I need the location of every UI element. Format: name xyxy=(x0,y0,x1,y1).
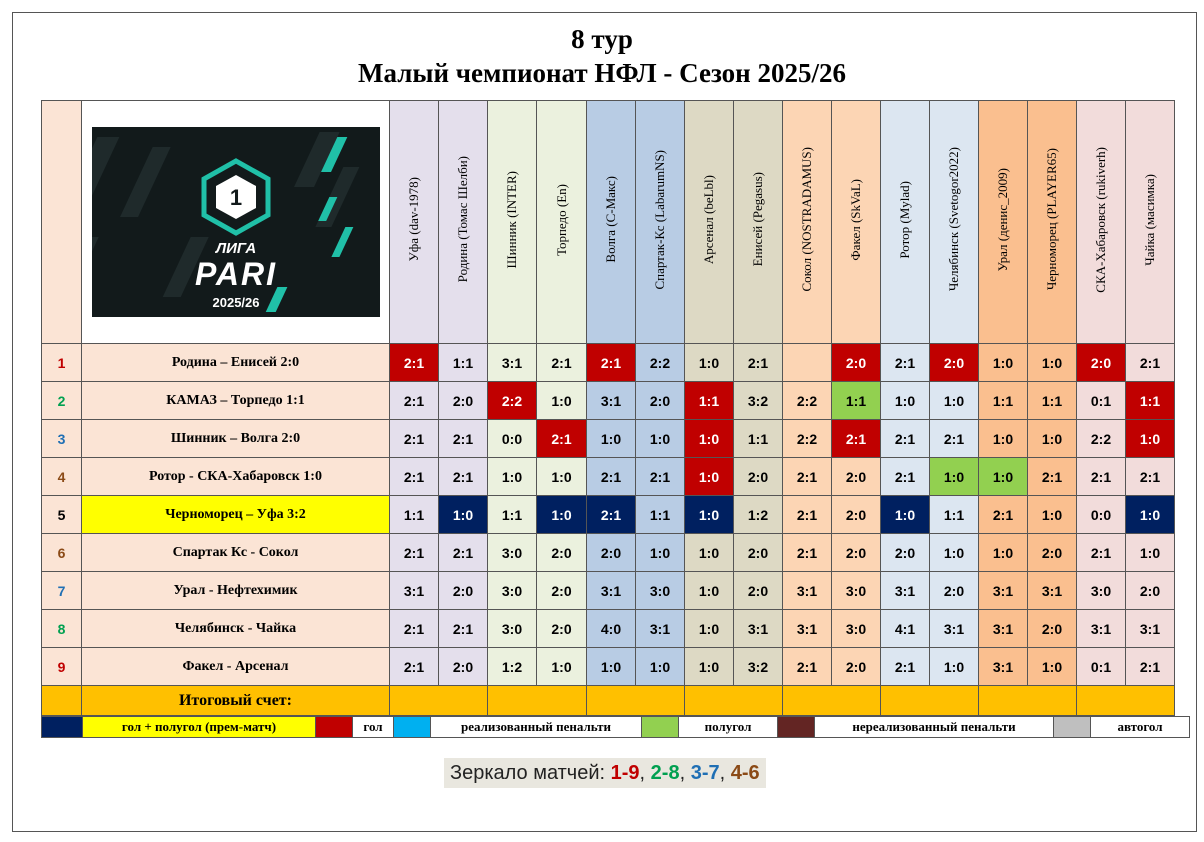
score-cell: 2:0 xyxy=(734,458,783,496)
participant-header xyxy=(1077,101,1126,344)
score-cell: 2:0 xyxy=(832,534,881,572)
score-cell: 2:0 xyxy=(881,534,930,572)
score-cell: 3:0 xyxy=(832,610,881,648)
score-cell: 1:1 xyxy=(979,382,1028,420)
score-cell: 2:0 xyxy=(832,648,881,686)
score-cell: 2:0 xyxy=(537,572,587,610)
legend-swatch-penalty xyxy=(394,717,431,738)
score-cell: 2:1 xyxy=(783,534,832,572)
score-cell: 1:0 xyxy=(488,458,537,496)
score-cell: 0:1 xyxy=(1077,648,1126,686)
score-cell: 2:1 xyxy=(930,420,979,458)
legend-swatch-prem xyxy=(42,717,83,738)
participant-name: Торпедо (En) xyxy=(553,183,569,256)
mirror-label: Зеркало матчей: xyxy=(450,762,606,784)
corner-cell xyxy=(42,101,82,344)
score-cell: 1:0 xyxy=(930,648,979,686)
score-cell: 3:1 xyxy=(1028,572,1077,610)
championship-title: Малый чемпионат НФЛ - Сезон 2025/26 xyxy=(358,58,846,88)
mirror-pair-2: 2-8 xyxy=(650,762,680,784)
legend-swatch-goal xyxy=(316,717,353,738)
score-cell: 1:1 xyxy=(930,496,979,534)
mirror-pair-1: 1-9 xyxy=(610,762,640,784)
score-cell: 2:0 xyxy=(832,458,881,496)
score-cell: 1:0 xyxy=(685,534,734,572)
logo-season: 2025/26 xyxy=(212,295,259,310)
total-cell xyxy=(685,686,783,716)
score-cell: 3:1 xyxy=(783,572,832,610)
score-cell: 2:1 xyxy=(439,458,488,496)
total-label: Итоговый счет: xyxy=(82,686,390,716)
match-row xyxy=(42,458,1175,496)
score-cell: 2:1 xyxy=(979,496,1028,534)
prediction-table xyxy=(41,100,1175,716)
score-cell: 3:1 xyxy=(881,572,930,610)
match-row xyxy=(42,648,1175,686)
score-cell: 2:1 xyxy=(587,458,636,496)
score-cell: 2:1 xyxy=(439,420,488,458)
score-cell: 1:0 xyxy=(1126,534,1175,572)
logo-word: ЛИГА xyxy=(215,240,256,257)
match-label: Родина – Енисей 2:0 xyxy=(82,344,390,382)
score-cell: 1:1 xyxy=(1028,382,1077,420)
score-cell: 2:0 xyxy=(734,534,783,572)
participant-name: Енисей (Pegasus) xyxy=(750,172,765,267)
match-number: 4 xyxy=(42,458,82,496)
participant-header xyxy=(783,101,832,344)
score-cell: 2:0 xyxy=(439,648,488,686)
score-cell: 2:1 xyxy=(390,458,439,496)
score-cell: 1:0 xyxy=(1028,344,1077,382)
score-cell: 2:2 xyxy=(1077,420,1126,458)
score-cell: 3:0 xyxy=(1077,572,1126,610)
total-cell xyxy=(390,686,488,716)
score-cell: 1:0 xyxy=(930,534,979,572)
match-row xyxy=(42,534,1175,572)
score-cell: 1:0 xyxy=(537,382,587,420)
score-cell: 1:0 xyxy=(979,420,1028,458)
mirror-pair-3: 3-7 xyxy=(690,762,720,784)
score-cell: 1:0 xyxy=(636,648,685,686)
legend-label-own: автогол xyxy=(1091,717,1190,738)
participant-header xyxy=(636,101,685,344)
score-cell: 2:1 xyxy=(390,534,439,572)
score-cell: 2:1 xyxy=(881,420,930,458)
participant-header xyxy=(685,101,734,344)
legend-swatch-own xyxy=(1054,717,1091,738)
match-number: 8 xyxy=(42,610,82,648)
match-number: 6 xyxy=(42,534,82,572)
score-cell: 3:1 xyxy=(979,572,1028,610)
score-cell: 1:1 xyxy=(488,496,537,534)
score-cell: 1:0 xyxy=(979,534,1028,572)
total-cell xyxy=(1077,686,1175,716)
match-number: 1 xyxy=(42,344,82,382)
mirror-pair-4: 4-6 xyxy=(730,762,760,784)
score-cell: 3:1 xyxy=(979,648,1028,686)
score-cell: 1:1 xyxy=(439,344,488,382)
score-cell: 3:1 xyxy=(1126,610,1175,648)
score-cell: 1:0 xyxy=(685,610,734,648)
score-cell: 3:0 xyxy=(488,610,537,648)
total-cell xyxy=(587,686,685,716)
score-cell: 2:1 xyxy=(1028,458,1077,496)
score-cell: 3:1 xyxy=(390,572,439,610)
score-cell: 1:0 xyxy=(636,534,685,572)
score-cell: 2:1 xyxy=(390,344,439,382)
score-cell: 1:0 xyxy=(537,458,587,496)
participant-header xyxy=(832,101,881,344)
score-cell: 1:0 xyxy=(930,382,979,420)
match-number: 3 xyxy=(42,420,82,458)
participant-header xyxy=(439,101,488,344)
score-cell: 3:1 xyxy=(734,610,783,648)
match-row xyxy=(42,572,1175,610)
score-cell: 2:1 xyxy=(881,458,930,496)
score-cell: 1:0 xyxy=(537,648,587,686)
score-cell: 3:1 xyxy=(587,572,636,610)
logo-cell xyxy=(82,101,390,344)
score-cell: 3:2 xyxy=(734,382,783,420)
legend-swatch-missed xyxy=(778,717,815,738)
score-cell: 2:0 xyxy=(1028,534,1077,572)
match-number: 9 xyxy=(42,648,82,686)
score-cell: 1:0 xyxy=(636,420,685,458)
score-cell: 2:2 xyxy=(636,344,685,382)
score-cell: 2:1 xyxy=(537,344,587,382)
score-cell: 2:1 xyxy=(1126,648,1175,686)
score-cell: 2:1 xyxy=(1126,344,1175,382)
score-cell: 2:0 xyxy=(930,344,979,382)
participant-name: Черноморец (PLAYER65) xyxy=(1044,148,1059,291)
score-cell: 2:1 xyxy=(636,458,685,496)
legend-label-half: полугол xyxy=(679,717,778,738)
score-cell: 2:1 xyxy=(832,420,881,458)
score-cell: 3:1 xyxy=(488,344,537,382)
score-cell: 2:1 xyxy=(783,496,832,534)
legend xyxy=(41,716,1190,738)
participant-name: Родина (Томас Шелби) xyxy=(455,156,470,283)
match-label: Факел - Арсенал xyxy=(82,648,390,686)
score-cell: 2:1 xyxy=(439,534,488,572)
score-cell: 1:0 xyxy=(1126,496,1175,534)
score-cell: 1:1 xyxy=(1126,382,1175,420)
score-cell: 1:2 xyxy=(734,496,783,534)
score-cell: 3:0 xyxy=(488,534,537,572)
total-cell xyxy=(979,686,1077,716)
match-label: Челябинск - Чайка xyxy=(82,610,390,648)
score-cell: 1:1 xyxy=(390,496,439,534)
legend-swatch-half xyxy=(642,717,679,738)
score-cell: 2:1 xyxy=(881,344,930,382)
match-row xyxy=(42,420,1175,458)
score-cell: 2:0 xyxy=(930,572,979,610)
score-cell: 3:1 xyxy=(783,610,832,648)
total-row xyxy=(42,686,1175,716)
score-cell: 2:0 xyxy=(832,496,881,534)
participant-name: Спартак-Кс (LabarumNS) xyxy=(652,149,667,290)
score-cell: 1:0 xyxy=(979,458,1028,496)
score-cell: 2:2 xyxy=(488,382,537,420)
score-cell: 1:0 xyxy=(930,458,979,496)
match-label: Спартак Кс - Сокол xyxy=(82,534,390,572)
score-cell: 3:1 xyxy=(930,610,979,648)
score-cell: 0:0 xyxy=(488,420,537,458)
score-cell: 1:2 xyxy=(488,648,537,686)
participant-name: Челябинск (Svetogor2022) xyxy=(946,147,961,292)
legend-label-goal: гол xyxy=(353,717,394,738)
score-cell: 3:0 xyxy=(488,572,537,610)
score-cell: 1:0 xyxy=(587,648,636,686)
logo-brand: PARI xyxy=(194,256,277,292)
separator: , xyxy=(639,762,646,784)
score-cell: 1:0 xyxy=(685,458,734,496)
score-cell: 2:1 xyxy=(1077,534,1126,572)
participant-name: Шинник (INTER) xyxy=(504,170,519,269)
score-cell: 2:1 xyxy=(439,610,488,648)
participant-header xyxy=(881,101,930,344)
score-cell: 1:0 xyxy=(587,420,636,458)
score-cell: 2:0 xyxy=(636,382,685,420)
participant-name: Факел (SkVaL) xyxy=(848,178,863,261)
score-cell: 3:0 xyxy=(832,572,881,610)
participant-header xyxy=(1028,101,1077,344)
separator: , xyxy=(719,762,726,784)
separator: , xyxy=(679,762,686,784)
logo-number: 1 xyxy=(229,185,242,210)
score-cell: 2:0 xyxy=(537,534,587,572)
participant-header xyxy=(488,101,537,344)
score-cell: 3:1 xyxy=(636,610,685,648)
score-cell: 1:0 xyxy=(1028,420,1077,458)
liga-pari-logo xyxy=(92,127,380,317)
score-cell: 2:1 xyxy=(1126,458,1175,496)
legend-label-penalty: реализованный пенальти xyxy=(431,717,642,738)
score-cell: 3:0 xyxy=(636,572,685,610)
score-cell: 2:1 xyxy=(390,420,439,458)
total-cell xyxy=(488,686,587,716)
score-cell: 2:0 xyxy=(537,610,587,648)
score-cell: 0:1 xyxy=(1077,382,1126,420)
match-label: КАМАЗ – Торпедо 1:1 xyxy=(82,382,390,420)
score-cell: 1:0 xyxy=(685,496,734,534)
score-cell: 1:0 xyxy=(979,344,1028,382)
score-cell: 2:0 xyxy=(587,534,636,572)
score-cell: 2:0 xyxy=(734,572,783,610)
mirror-matches xyxy=(444,758,766,788)
score-cell: 1:0 xyxy=(685,572,734,610)
match-label: Урал - Нефтехимик xyxy=(82,572,390,610)
participant-header xyxy=(587,101,636,344)
score-cell: 2:0 xyxy=(1077,344,1126,382)
participant-name: Волга (С-Макс) xyxy=(603,176,618,263)
score-cell: 2:0 xyxy=(439,572,488,610)
legend-label-missed: нереализованный пенальти xyxy=(815,717,1054,738)
score-cell: 1:0 xyxy=(881,496,930,534)
participant-header xyxy=(734,101,783,344)
participant-name: Арсенал (beLbl) xyxy=(701,174,716,265)
score-cell: 2:1 xyxy=(734,344,783,382)
score-cell: 3:1 xyxy=(587,382,636,420)
match-row xyxy=(42,344,1175,382)
participant-name: Сокол (NOSTRADAMUS) xyxy=(799,147,814,292)
score-cell: 4:0 xyxy=(587,610,636,648)
score-cell: 2:1 xyxy=(587,344,636,382)
match-number: 2 xyxy=(42,382,82,420)
participant-header xyxy=(537,101,587,344)
score-cell: 1:0 xyxy=(881,382,930,420)
score-cell: 3:1 xyxy=(979,610,1028,648)
participant-header xyxy=(930,101,979,344)
score-cell: 2:0 xyxy=(1126,572,1175,610)
score-cell: 2:1 xyxy=(390,610,439,648)
score-cell: 2:1 xyxy=(390,648,439,686)
score-cell: 2:0 xyxy=(1028,610,1077,648)
participant-header xyxy=(1126,101,1175,344)
participant-header xyxy=(979,101,1028,344)
match-row xyxy=(42,496,1175,534)
total-cell xyxy=(783,686,881,716)
round-title: 8 тур xyxy=(571,24,633,54)
match-number: 7 xyxy=(42,572,82,610)
header-row xyxy=(42,101,1175,344)
total-corner xyxy=(42,686,82,716)
score-cell: 1:0 xyxy=(537,496,587,534)
score-cell: 1:0 xyxy=(685,344,734,382)
total-cell xyxy=(881,686,979,716)
score-cell: 3:1 xyxy=(1077,610,1126,648)
score-cell: 2:2 xyxy=(783,382,832,420)
match-label: Ротор - СКА-Хабаровск 1:0 xyxy=(82,458,390,496)
score-cell: 1:0 xyxy=(685,420,734,458)
match-row xyxy=(42,382,1175,420)
score-cell: 1:0 xyxy=(1028,648,1077,686)
score-cell: 2:1 xyxy=(537,420,587,458)
score-cell: 2:1 xyxy=(783,458,832,496)
score-cell: 2:0 xyxy=(439,382,488,420)
participant-name: Ротор (Mylad) xyxy=(897,180,912,259)
participant-header xyxy=(390,101,439,344)
score-cell: 1:0 xyxy=(1126,420,1175,458)
score-cell: 4:1 xyxy=(881,610,930,648)
participant-name: СКА-Хабаровск (rukiverh) xyxy=(1093,146,1108,293)
score-cell: 1:1 xyxy=(734,420,783,458)
score-cell: 1:0 xyxy=(1028,496,1077,534)
participant-name: Чайка (масимка) xyxy=(1142,173,1157,266)
score-cell: 2:1 xyxy=(587,496,636,534)
match-number: 5 xyxy=(42,496,82,534)
score-cell: 0:0 xyxy=(1077,496,1126,534)
score-cell: 1:1 xyxy=(636,496,685,534)
participant-name: Урал (денис_2009) xyxy=(995,167,1010,272)
match-label: Черноморец – Уфа 3:2 xyxy=(82,496,390,534)
score-cell: 3:2 xyxy=(734,648,783,686)
match-row xyxy=(42,610,1175,648)
score-cell: 1:1 xyxy=(832,382,881,420)
score-cell: 2:1 xyxy=(1077,458,1126,496)
score-cell xyxy=(783,344,832,382)
participant-name: Уфа (dav-1978) xyxy=(406,177,421,262)
legend-label-prem: гол + полугол (прем-матч) xyxy=(83,717,316,738)
score-cell: 1:1 xyxy=(685,382,734,420)
score-cell: 2:0 xyxy=(832,344,881,382)
score-cell: 2:2 xyxy=(783,420,832,458)
match-label: Шинник – Волга 2:0 xyxy=(82,420,390,458)
score-cell: 1:0 xyxy=(685,648,734,686)
score-cell: 1:0 xyxy=(439,496,488,534)
score-cell: 2:1 xyxy=(881,648,930,686)
score-cell: 2:1 xyxy=(390,382,439,420)
score-cell: 2:1 xyxy=(783,648,832,686)
